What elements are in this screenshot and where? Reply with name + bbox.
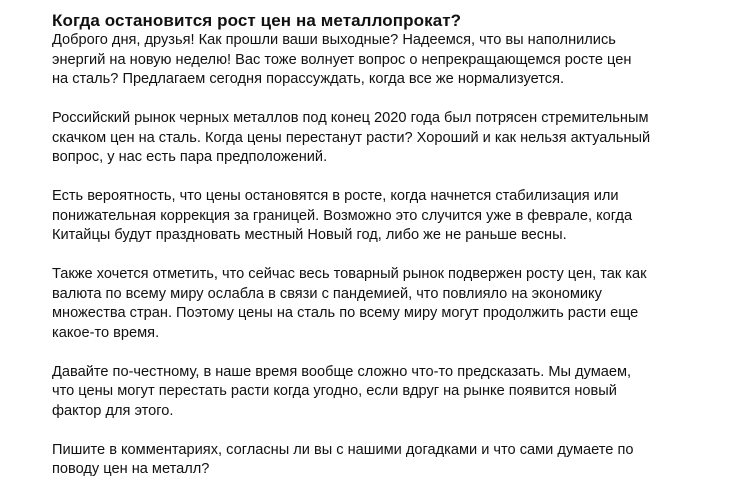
article-title: Когда остановится рост цен на металлопрокат? [52,11,462,30]
paragraph-greeting: Доброго дня, друзья! Как прошли ваши выходные? Надеемся, что вы наполнились энергий на новую неделю! Вас тоже волнует вопрос о непрекращающемся росте цен на сталь? Предлагаем сегодня порассуждать, когда все же нормализуется. [52,32,632,87]
article-body [52,31,712,480]
article [52,11,712,480]
paragraph-prediction: Давайте по-честному, в наше время вообще сложно что-то предсказать. Мы думаем, что цены могут перестать расти когда угодно, если вдруг на рынке появится новый фактор для этого. [52,363,632,419]
paragraph-comments: Пишите в комментариях, согласны ли вы с нашими догадками и что сами думаете по поводу цен на металл? [52,441,634,477]
paragraph-currency: Также хочется отметить, что сейчас весь товарный рынок подвержен росту цен, так как валюта по всему миру ослабла в связи с пандемией, что повлияло на экономику множества стран. Поэтому цены на сталь по всему миру могут продолжить расти еще какое-то время. [52,266,647,341]
paragraph-market: Российский рынок черных металлов под конец 2020 года был потрясен стремительным скачком цен на сталь. Когда цены перестанут расти? Хороший и как нельзя актуальный вопрос, у нас есть пара предположений. [52,110,651,165]
paragraph-stabilization: Есть вероятность, что цены остановятся в росте, когда начнется стабилизация или понижательная коррекция за границей. Возможно это случится уже в феврале, когда Китайцы будут праздновать местный Новый год, либо же не раньше весны. [52,188,633,243]
